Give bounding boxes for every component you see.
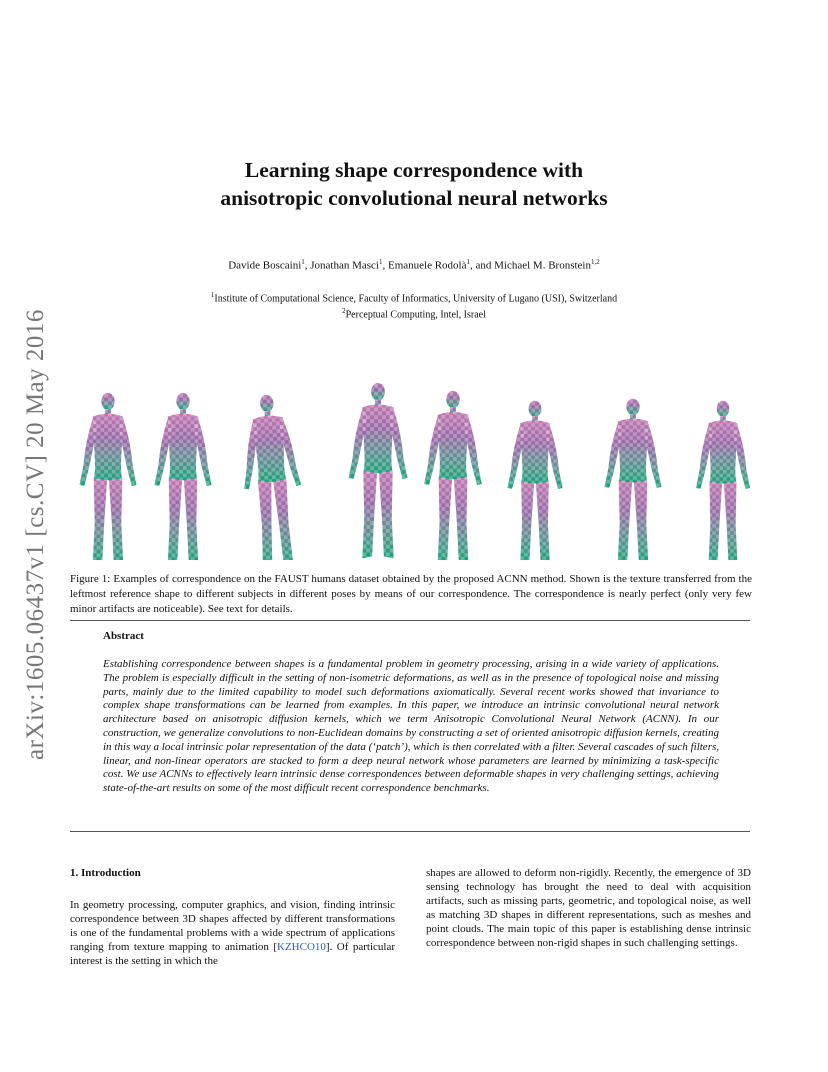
- human-shape-8: [696, 401, 750, 560]
- human-shape-2: [155, 393, 212, 560]
- human-shape-6: [507, 401, 562, 560]
- title-line-2: anisotropic convolutional neural networks: [220, 186, 608, 210]
- section-heading-introduction: 1. Introduction: [70, 867, 141, 879]
- author-separator: ,: [382, 259, 388, 272]
- human-shape-1: [80, 393, 137, 560]
- intro-left-column: [70, 898, 395, 968]
- human-shape-5: [424, 391, 482, 560]
- human-shape-7: [605, 399, 662, 560]
- citation-link[interactable]: KZHCO10: [277, 941, 326, 953]
- arxiv-identifier: arXiv:1605.06437v1 [cs.CV] 20 May 2016: [22, 309, 49, 760]
- author-separator: ,: [304, 259, 311, 272]
- author-name: Jonathan Masci: [310, 259, 379, 272]
- abstract-text: Establishing correspondence between shapes is a fundamental problem in geometry processing, arising in a wide variety of applications. The problem is especially difficult in the setting of non-isometric deformations, as well as in the presence of topological noise and missing parts, mainly due to the limited capability to model such deformations axiomatically. Several recent works showed that invariance to complex shape transformations can be learned from examples. In this paper, we introduce an intrinsic convolutional neural network architecture based on anisotropic diffusion kernels, which we term Anisotropic Convolutional Neural Network (ACNN). In our construction, we generalize convolutions to non-Euclidean domains by constructing a set of oriented anisotropic diffusion kernels, creating in this way a local intrinsic polar representation of the data (‘patch’), which is then correlated with a filter. Several cascades of such filters, linear, and non-linear operators are stacked to form a deep neural network whose parameters are learned by minimizing a task-specific cost. We use ACNNs to effectively learn intrinsic dense correspondences between deformable shapes in very challenging settings, achieving state-of-the-art results on some of the most difficult recent correspondence benchmarks.: [103, 658, 719, 795]
- affiliation-number: 2: [342, 307, 346, 316]
- abstract-heading: Abstract: [103, 630, 144, 642]
- intro-left-text: In geometry processing, computer graphics, and vision, finding intrinsic correspondence between 3D shapes affected by different transformations is one of the fundamental problems with a wide spectrum of applications ranging from texture mapping to animation [: [70, 899, 395, 953]
- author-affiliation-mark: 1: [301, 258, 305, 266]
- affiliation-list: [0, 289, 828, 322]
- affiliation-text: Institute of Computational Science, Faculty of Informatics, University of Lugano (USI), Switzerland: [214, 293, 618, 305]
- affiliation-text: Perceptual Computing, Intel, Israel: [345, 309, 486, 321]
- author-separator: , and: [470, 259, 495, 272]
- figure-1-human-shapes: [68, 360, 758, 560]
- paper-title: [0, 156, 828, 212]
- abstract-bottom-rule: [70, 831, 750, 832]
- intro-left-text-end: ]. Of particular interest is the setting in which the: [70, 941, 395, 967]
- author-list: [0, 258, 828, 272]
- author-affiliation-mark: 1,2: [591, 258, 600, 266]
- affiliation-line: [0, 289, 828, 305]
- intro-right-column: shapes are allowed to deform non-rigidly. Recently, the emergence of 3D sensing technology has brought the need to deal with acquisition artifacts, such as missing parts, geometric, and topological noise, as well as matching 3D shapes in different representations, such as meshes and point clouds. The main topic of this paper is establishing dense intrinsic correspondence between non-rigid shapes in such challenging settings.: [426, 867, 751, 949]
- author-name: Emanuele Rodolà: [387, 259, 467, 272]
- affiliation-line: [0, 305, 828, 321]
- human-shape-3: [238, 393, 307, 560]
- abstract-top-rule: [70, 620, 750, 621]
- author-name: Michael M. Bronstein: [494, 259, 591, 272]
- author-affiliation-mark: 1: [466, 258, 470, 266]
- author-affiliation-mark: 1: [378, 258, 383, 266]
- affiliation-number: 1: [210, 291, 215, 299]
- human-shape-4: [349, 383, 408, 558]
- figure-caption: Figure 1: Examples of correspondence on the FAUST humans dataset obtained by the proposed ACNN method. Shown is the texture transferred from the leftmost reference shape to different subjects in different poses by means of our correspondence. The correspondence is nearly perfect (only very few minor artifacts are noticeable). See text for details.: [70, 573, 752, 615]
- title-line-1: Learning shape correspondence with: [244, 158, 584, 182]
- author-name: Davide Boscaini: [228, 259, 302, 272]
